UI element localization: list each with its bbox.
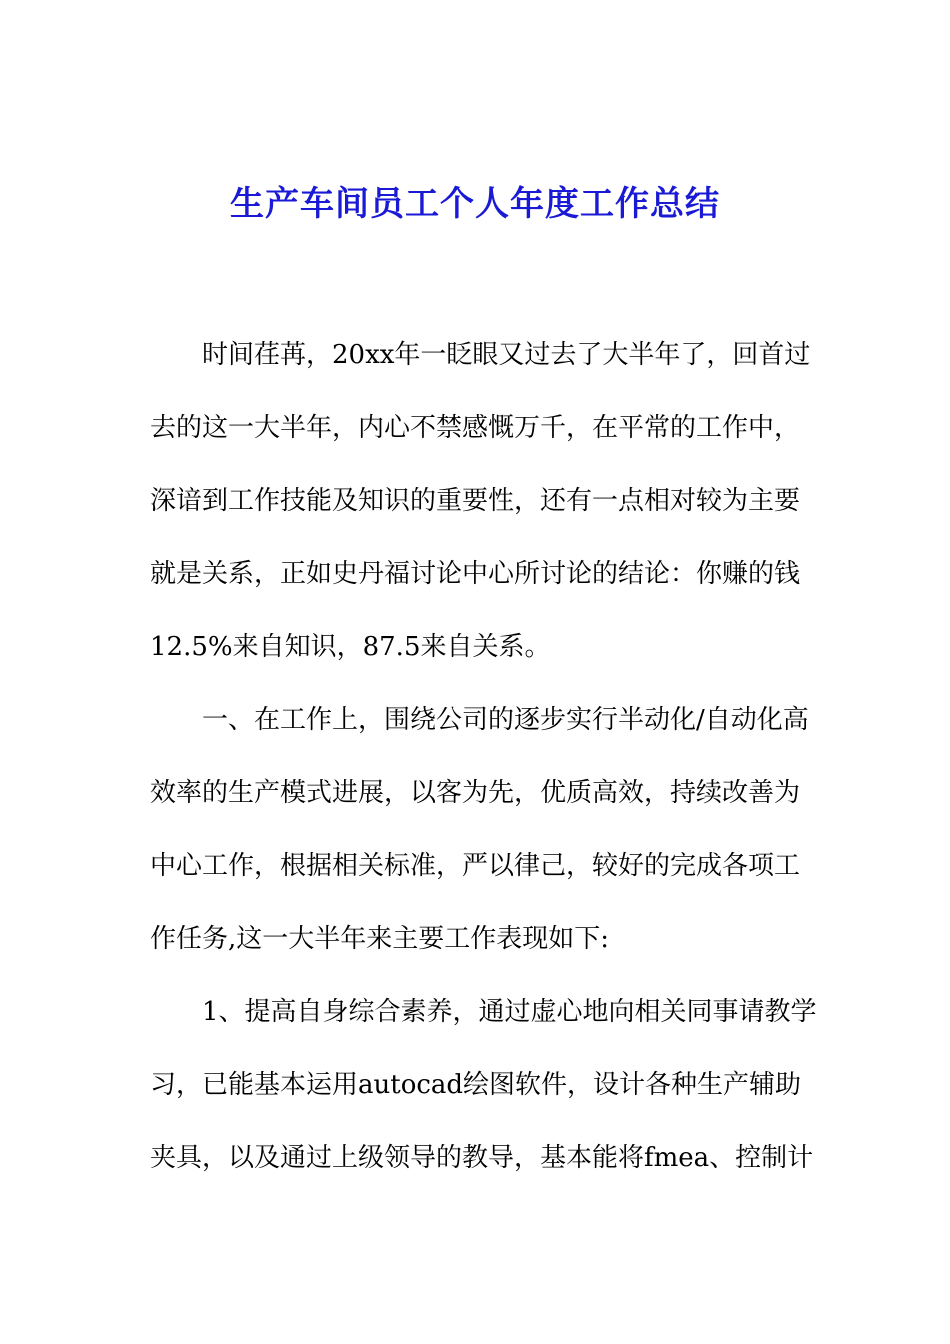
text-line: 1、提高自身综合素养，通过虚心地向相关同事请教学 (202, 997, 817, 1027)
text-line: 12.5%来自知识，87.5来自关系。 (150, 632, 551, 662)
document-body (150, 330, 817, 1206)
document-title: 生产车间员工个人年度工作总结 (230, 184, 720, 224)
text-line: 一、在工作上，围绕公司的逐步实行半动化/自动化高 (202, 705, 809, 735)
text-line: 中心工作，根据相关标准，严以律己，较好的完成各项工 (150, 851, 801, 881)
text-line: 习，已能基本运用autocad绘图软件，设计各种生产辅助 (150, 1070, 802, 1100)
text-line: 就是关系，正如史丹福讨论中心所讨论的结论：你赚的钱 (150, 559, 801, 589)
text-line: 去的这一大半年，内心不禁感慨万千，在平常的工作中， (150, 413, 801, 443)
text-line: 深谙到工作技能及知识的重要性，还有一点相对较为主要 (150, 486, 801, 516)
text-line: 夹具，以及通过上级领导的教导，基本能将fmea、控制计 (150, 1143, 814, 1173)
text-line: 作任务,这一大半年来主要工作表现如下: (150, 924, 610, 954)
text-line: 效率的生产模式进展，以客为先，优质高效，持续改善为 (150, 778, 801, 808)
text-line: 时间荏苒，20xx年一眨眼又过去了大半年了，回首过 (202, 340, 811, 370)
